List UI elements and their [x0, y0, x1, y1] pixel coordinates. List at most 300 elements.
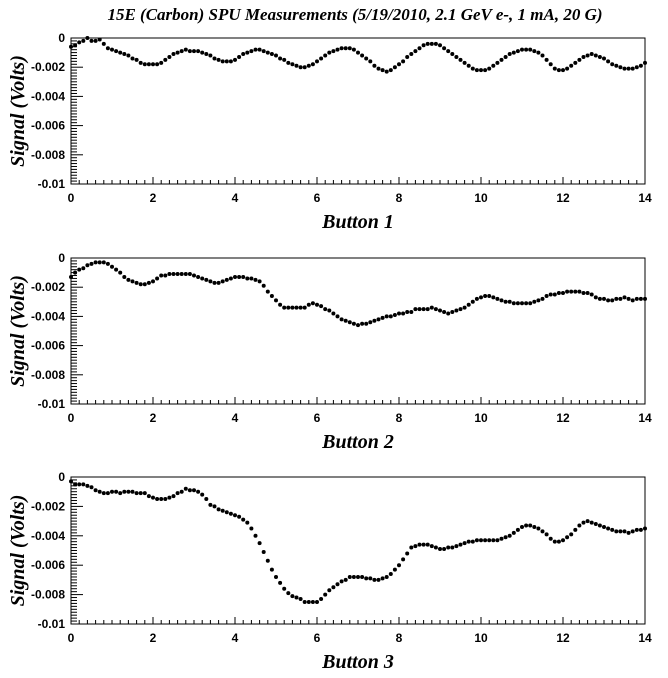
data-point — [163, 58, 167, 62]
data-point — [405, 55, 409, 59]
data-point — [393, 568, 397, 572]
data-point — [541, 297, 545, 301]
data-point — [573, 61, 577, 65]
chart-panel-1 — [7, 31, 652, 233]
data-point — [409, 52, 413, 56]
data-point — [131, 56, 135, 60]
data-point — [172, 494, 176, 498]
data-point — [249, 276, 253, 280]
x-tick-label: 0 — [67, 191, 75, 205]
data-point — [254, 278, 258, 282]
data-point — [459, 543, 463, 547]
data-point — [397, 563, 401, 567]
data-point — [553, 540, 557, 544]
data-point — [311, 62, 315, 66]
data-point — [126, 278, 130, 282]
data-point — [299, 597, 303, 601]
data-point — [126, 490, 130, 494]
data-point — [500, 537, 504, 541]
data-point — [397, 311, 401, 315]
x-tick-label: 10 — [474, 631, 488, 645]
data-point — [385, 70, 389, 74]
data-point — [360, 54, 364, 58]
data-point — [336, 48, 340, 52]
data-series-1 — [69, 260, 647, 327]
data-point — [340, 317, 344, 321]
data-point — [401, 311, 405, 315]
data-point — [200, 493, 204, 497]
data-point — [409, 546, 413, 550]
data-point — [565, 535, 569, 539]
y-tick-label: -0.002 — [30, 499, 65, 514]
data-point — [352, 575, 356, 579]
data-point — [274, 54, 278, 58]
data-point — [94, 488, 98, 492]
data-point — [344, 578, 348, 582]
data-point — [245, 51, 249, 55]
x-tick-label: 10 — [474, 191, 488, 205]
data-point — [434, 42, 438, 46]
data-point — [225, 59, 229, 63]
data-point — [184, 48, 188, 52]
data-point — [147, 62, 151, 66]
data-point — [500, 58, 504, 62]
data-point — [413, 307, 417, 311]
y-tick-label: -0.006 — [30, 558, 65, 573]
data-point — [594, 522, 598, 526]
data-point — [344, 46, 348, 50]
data-point — [532, 525, 536, 529]
data-point — [627, 67, 631, 71]
data-point — [561, 538, 565, 542]
data-point — [631, 529, 635, 533]
data-point — [192, 488, 196, 492]
data-point — [635, 65, 639, 69]
x-tick-label: 8 — [395, 191, 403, 205]
data-point — [532, 49, 536, 53]
data-point — [262, 550, 266, 554]
data-point — [90, 262, 94, 266]
data-point — [344, 319, 348, 323]
chart-panel-2 — [7, 251, 652, 453]
y-axis-label: Signal (Volts) — [7, 275, 29, 387]
data-point — [356, 51, 360, 55]
x-tick-label: 12 — [556, 631, 570, 645]
data-point — [159, 274, 163, 278]
data-point — [610, 528, 614, 532]
data-point — [413, 544, 417, 548]
data-point — [262, 284, 266, 288]
data-point — [635, 528, 639, 532]
data-point — [348, 575, 352, 579]
x-tick-label: 14 — [638, 631, 652, 645]
data-point — [217, 58, 221, 62]
data-point — [315, 600, 319, 604]
data-point — [352, 322, 356, 326]
data-point — [557, 540, 561, 544]
data-point — [573, 528, 577, 532]
data-point — [364, 576, 368, 580]
data-point — [249, 49, 253, 53]
data-point — [426, 543, 430, 547]
data-point — [311, 301, 315, 305]
y-tick-label: -0.002 — [30, 280, 65, 295]
data-point — [495, 297, 499, 301]
data-point — [118, 271, 122, 275]
data-point — [204, 52, 208, 56]
data-point — [553, 67, 557, 71]
data-point — [590, 521, 594, 525]
data-point — [372, 319, 376, 323]
data-point — [627, 531, 631, 535]
data-point — [126, 54, 130, 58]
data-point — [176, 272, 180, 276]
data-point — [385, 575, 389, 579]
data-point — [204, 497, 208, 501]
data-point — [635, 297, 639, 301]
data-series-1 — [69, 479, 647, 604]
data-point — [299, 65, 303, 69]
data-point — [307, 600, 311, 604]
data-point — [188, 488, 192, 492]
data-point — [122, 52, 126, 56]
data-point — [266, 51, 270, 55]
data-point — [159, 497, 163, 501]
data-point — [368, 320, 372, 324]
data-point — [114, 49, 118, 53]
data-point — [360, 322, 364, 326]
data-point — [303, 306, 307, 310]
data-point — [90, 485, 94, 489]
data-point — [426, 307, 430, 311]
data-point — [528, 301, 532, 305]
data-point — [151, 62, 155, 66]
data-point — [377, 578, 381, 582]
data-point — [114, 268, 118, 272]
data-point — [602, 297, 606, 301]
data-point — [278, 303, 282, 307]
data-point — [270, 52, 274, 56]
data-point — [184, 487, 188, 491]
data-point — [479, 538, 483, 542]
data-point — [167, 55, 171, 59]
data-point — [422, 543, 426, 547]
data-point — [282, 587, 286, 591]
data-point — [213, 56, 217, 60]
data-point — [446, 546, 450, 550]
data-point — [278, 56, 282, 60]
y-tick-label: 0 — [58, 470, 65, 484]
x-tick-label: 14 — [638, 411, 652, 425]
data-point — [561, 68, 565, 72]
y-tick-label: -0.004 — [30, 89, 65, 104]
data-point — [258, 279, 262, 283]
data-point — [249, 526, 253, 530]
data-point — [594, 54, 598, 58]
data-point — [450, 310, 454, 314]
data-point — [192, 274, 196, 278]
x-tick-label: 14 — [638, 191, 652, 205]
data-point — [495, 61, 499, 65]
y-tick-label: -0.008 — [30, 367, 65, 382]
data-point — [512, 301, 516, 305]
data-point — [135, 491, 139, 495]
data-point — [155, 497, 159, 501]
data-point — [102, 42, 106, 46]
data-point — [418, 46, 422, 50]
data-point — [188, 272, 192, 276]
x-tick-label: 12 — [556, 191, 570, 205]
data-point — [381, 576, 385, 580]
data-point — [495, 538, 499, 542]
data-point — [368, 59, 372, 63]
data-point — [102, 260, 106, 264]
data-point — [106, 46, 110, 50]
data-point — [528, 48, 532, 52]
data-point — [565, 67, 569, 71]
x-tick-label: 4 — [231, 191, 239, 205]
y-tick-label: 0 — [58, 251, 65, 265]
data-point — [541, 529, 545, 533]
data-point — [569, 532, 573, 536]
data-point — [348, 46, 352, 50]
x-tick-label: 6 — [313, 411, 321, 425]
data-point — [159, 61, 163, 65]
y-tick-label: -0.008 — [30, 587, 65, 602]
data-point — [557, 291, 561, 295]
data-point — [471, 67, 475, 71]
data-point — [151, 496, 155, 500]
data-point — [188, 49, 192, 53]
data-point — [623, 295, 627, 299]
data-point — [237, 55, 241, 59]
data-point — [233, 58, 237, 62]
data-point — [504, 535, 508, 539]
data-point — [163, 497, 167, 501]
data-point — [639, 528, 643, 532]
data-point — [487, 294, 491, 298]
data-point — [582, 521, 586, 525]
x-tick-label: 8 — [395, 411, 403, 425]
data-point — [618, 529, 622, 533]
data-point — [233, 513, 237, 517]
data-point — [463, 61, 467, 65]
data-point — [254, 534, 258, 538]
data-point — [446, 49, 450, 53]
data-point — [290, 62, 294, 66]
data-point — [331, 585, 335, 589]
data-point — [208, 54, 212, 58]
data-point — [229, 276, 233, 280]
y-axis-label: Signal (Volts) — [7, 55, 29, 167]
data-point — [131, 279, 135, 283]
data-point — [311, 600, 315, 604]
data-point — [200, 51, 204, 55]
data-point — [454, 309, 458, 313]
data-point — [364, 56, 368, 60]
data-point — [397, 62, 401, 66]
data-point — [290, 594, 294, 598]
data-point — [176, 491, 180, 495]
data-point — [377, 317, 381, 321]
data-point — [463, 541, 467, 545]
x-tick-label: 2 — [149, 631, 157, 645]
data-point — [295, 64, 299, 68]
data-point — [225, 278, 229, 282]
y-tick-label: -0.01 — [37, 177, 65, 191]
data-point — [307, 64, 311, 68]
data-point — [442, 310, 446, 314]
data-point — [356, 323, 360, 327]
data-point — [446, 311, 450, 315]
data-point — [172, 272, 176, 276]
data-point — [262, 49, 266, 53]
y-axis-label: Signal (Volts) — [7, 494, 29, 607]
data-point — [85, 263, 89, 267]
data-point — [176, 51, 180, 55]
x-tick-label: 0 — [67, 631, 75, 645]
data-point — [143, 491, 147, 495]
data-point — [590, 52, 594, 56]
data-point — [221, 59, 225, 63]
data-point — [315, 303, 319, 307]
data-point — [467, 64, 471, 68]
data-point — [623, 67, 627, 71]
data-point — [409, 310, 413, 314]
data-point — [295, 306, 299, 310]
data-point — [360, 575, 364, 579]
data-point — [118, 491, 122, 495]
data-point — [582, 55, 586, 59]
panels — [7, 31, 652, 673]
data-point — [438, 43, 442, 47]
data-point — [598, 524, 602, 528]
data-point — [389, 68, 393, 72]
x-tick-label: 10 — [474, 411, 488, 425]
data-point — [401, 557, 405, 561]
data-point — [340, 46, 344, 50]
data-point — [454, 544, 458, 548]
figure-title: 15E (Carbon) SPU Measurements (5/19/2010, 2.1 GeV e-, 1 mA, 20 G) — [107, 5, 603, 24]
data-point — [98, 490, 102, 494]
data-point — [180, 490, 184, 494]
data-point — [577, 524, 581, 528]
data-point — [114, 490, 118, 494]
data-point — [479, 295, 483, 299]
data-point — [147, 494, 151, 498]
data-point — [221, 509, 225, 513]
data-point — [577, 58, 581, 62]
data-point — [81, 482, 85, 486]
data-point — [377, 67, 381, 71]
data-point — [69, 275, 73, 279]
data-point — [196, 490, 200, 494]
data-point — [233, 275, 237, 279]
data-point — [418, 307, 422, 311]
x-tick-label: 12 — [556, 411, 570, 425]
data-point — [430, 544, 434, 548]
data-point — [77, 482, 81, 486]
data-point — [606, 526, 610, 530]
data-point — [524, 524, 528, 528]
data-point — [73, 271, 77, 275]
data-point — [139, 282, 143, 286]
data-point — [237, 275, 241, 279]
data-point — [504, 55, 508, 59]
data-point — [549, 62, 553, 66]
data-point — [323, 307, 327, 311]
data-point — [618, 297, 622, 301]
data-point — [184, 272, 188, 276]
data-point — [204, 278, 208, 282]
data-point — [614, 529, 618, 533]
data-point — [180, 272, 184, 276]
data-point — [258, 541, 262, 545]
data-point — [303, 600, 307, 604]
data-point — [393, 65, 397, 69]
x-tick-label: 6 — [313, 631, 321, 645]
data-point — [274, 298, 278, 302]
data-point — [356, 575, 360, 579]
data-point — [286, 61, 290, 65]
data-point — [405, 551, 409, 555]
data-point — [471, 540, 475, 544]
data-point — [491, 64, 495, 68]
data-point — [569, 290, 573, 294]
data-point — [524, 301, 528, 305]
data-point — [516, 528, 520, 532]
data-point — [217, 281, 221, 285]
y-tick-label: -0.006 — [30, 118, 65, 133]
data-point — [541, 54, 545, 58]
data-point — [545, 532, 549, 536]
data-point — [372, 64, 376, 68]
data-point — [491, 538, 495, 542]
data-point — [299, 306, 303, 310]
data-point — [467, 540, 471, 544]
data-point — [131, 490, 135, 494]
x-tick-label: 2 — [149, 411, 157, 425]
data-point — [196, 49, 200, 53]
data-point — [278, 581, 282, 585]
data-point — [590, 293, 594, 297]
data-point — [483, 538, 487, 542]
data-point — [401, 59, 405, 63]
data-point — [512, 51, 516, 55]
x-tick-label: 4 — [231, 411, 239, 425]
data-point — [582, 291, 586, 295]
data-point — [229, 59, 233, 63]
data-point — [77, 40, 81, 44]
data-point — [266, 559, 270, 563]
data-point — [229, 512, 233, 516]
data-point — [471, 300, 475, 304]
data-point — [475, 297, 479, 301]
data-point — [122, 490, 126, 494]
data-point — [94, 260, 98, 264]
data-point — [643, 297, 647, 301]
data-point — [85, 484, 89, 488]
data-point — [565, 290, 569, 294]
x-tick-label: 4 — [231, 631, 239, 645]
data-point — [553, 293, 557, 297]
data-point — [614, 64, 618, 68]
plot-frame — [71, 38, 645, 184]
data-point — [536, 526, 540, 530]
data-point — [606, 298, 610, 302]
y-tick-label: -0.01 — [37, 397, 65, 411]
data-point — [254, 48, 258, 52]
